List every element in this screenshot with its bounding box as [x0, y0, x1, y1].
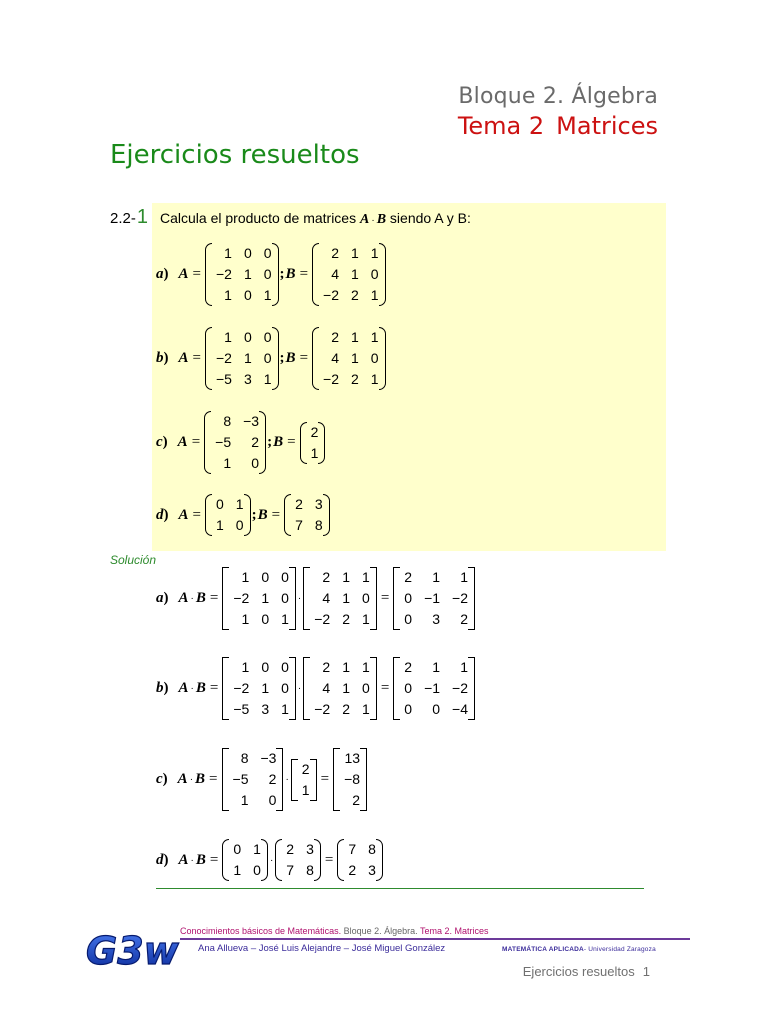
product-dot: · — [190, 593, 194, 604]
equals-sign: = — [192, 350, 201, 366]
block-title: Bloque 2. Álgebra — [458, 84, 658, 109]
matrix-a: 1 0 0 −2 1 0 −5 3 1 — [205, 327, 279, 390]
var-a: A — [177, 434, 188, 450]
footer-section: Ejercicios resueltos — [522, 964, 635, 979]
statement-var-b: B — [376, 212, 387, 227]
equals-sign: = — [209, 851, 219, 868]
equals-sign: = — [320, 771, 330, 787]
statement-text: Calcula el producto de matrices — [160, 210, 357, 226]
matrix-b: 2 3 7 8 — [284, 494, 330, 536]
matrix-a: 1 0 0 −2 1 0 −5 3 1 — [222, 657, 296, 720]
product-dot: · — [269, 854, 274, 866]
var-a: A — [178, 266, 189, 282]
product-dot: · — [285, 774, 289, 785]
solution-d — [156, 839, 383, 881]
matrix-result: 2 1 1 0 −1 −2 0 3 2 — [393, 567, 475, 630]
logo-text: G3w — [86, 929, 179, 970]
var-b: B — [285, 350, 296, 366]
topic-label: Tema 2 — [457, 112, 545, 140]
matrix-a: 0 1 1 0 — [222, 839, 268, 881]
problem-label: c) — [156, 434, 168, 450]
exercise-number-main: 1 — [136, 206, 148, 228]
var-b: B — [273, 434, 284, 450]
divider — [156, 888, 644, 889]
matrix-b: 2 1 — [300, 422, 326, 464]
solution-a — [156, 567, 475, 630]
var-b: B — [285, 266, 296, 282]
problem-b — [156, 327, 386, 390]
equals-sign: = — [209, 680, 219, 696]
footer-course-line — [180, 926, 489, 936]
solution-item-label: d) — [156, 851, 169, 868]
separator: ; — [251, 506, 257, 523]
matrix-a: 1 0 0 −2 1 0 1 0 1 — [205, 243, 279, 306]
page-number: 1 — [642, 964, 650, 979]
product-dot: · — [297, 593, 302, 604]
matrix-a: 0 1 1 0 — [205, 494, 251, 536]
statement-var-a: A — [360, 212, 370, 227]
exercise-number — [110, 206, 148, 229]
footer-institution: MATEMÁTICA APLICADA- Universidad Zaragoza — [502, 946, 656, 953]
equals-sign: = — [192, 266, 201, 282]
matrix-b: 2 1 1 4 1 0 −2 2 1 — [312, 243, 386, 306]
equals-sign: = — [209, 771, 218, 787]
matrix-a: 1 0 0 −2 1 0 1 0 1 — [222, 567, 296, 630]
matrix-b: 2 1 1 4 1 0 −2 2 1 — [303, 567, 377, 630]
solution-b — [156, 657, 475, 720]
exercise-statement — [160, 210, 471, 228]
equals-sign: = — [287, 434, 296, 450]
problem-label: a) — [156, 266, 169, 282]
statement-suffix: siendo A y B: — [389, 210, 471, 226]
solution-item-label: b) — [156, 680, 169, 696]
problem-a — [156, 243, 386, 306]
solution-item-label: a) — [156, 590, 169, 606]
var-a: A — [178, 680, 189, 696]
matrix-b: 2 1 1 4 1 0 −2 2 1 — [303, 657, 377, 720]
topic-title — [458, 112, 658, 140]
product-dot: · — [297, 683, 302, 694]
equals-sign: = — [380, 590, 390, 606]
matrix-result: 13 −8 2 — [333, 748, 367, 811]
product-dot: · — [190, 683, 194, 694]
problem-label: b) — [156, 350, 169, 366]
problem-d — [156, 494, 330, 536]
equals-sign: = — [324, 851, 334, 868]
problem-label: d) — [156, 506, 169, 523]
equals-sign: = — [191, 434, 201, 450]
exercise-number-prefix: 2.2- — [110, 210, 136, 227]
matrix-b: 2 3 7 8 — [275, 839, 321, 881]
separator: ; — [279, 266, 285, 282]
var-b: B — [257, 506, 268, 523]
matrix-b: 2 1 1 4 1 0 −2 2 1 — [312, 327, 386, 390]
var-a: A — [178, 851, 189, 868]
solution-c — [156, 748, 367, 811]
var-a: A — [178, 506, 189, 523]
equals-sign: = — [299, 350, 309, 366]
var-b: B — [195, 771, 206, 787]
matrix-result: 2 1 1 0 −1 −2 0 0 −4 — [393, 657, 475, 720]
equals-sign: = — [192, 506, 201, 523]
product-dot: · — [189, 774, 194, 785]
var-a: A — [177, 771, 188, 787]
var-b: B — [195, 590, 206, 606]
problem-c — [156, 411, 325, 474]
g3w-logo — [82, 926, 180, 970]
var-a: A — [178, 350, 189, 366]
equals-sign: = — [380, 680, 390, 696]
page-footer — [523, 964, 650, 979]
equals-sign: = — [299, 266, 309, 282]
footer-block: Bloque 2. Álgebra. — [343, 926, 418, 936]
matrix-result: 7 8 2 3 — [337, 839, 383, 881]
footer-topic: Tema 2. Matrices — [420, 926, 489, 936]
separator: ; — [279, 350, 285, 366]
section-title: Ejercicios resueltos — [110, 140, 360, 170]
solution-item-label: c) — [156, 771, 168, 787]
var-a: A — [178, 590, 189, 606]
matrix-b: 2 1 — [291, 759, 317, 801]
topic-name: Matrices — [556, 112, 658, 140]
equals-sign: = — [209, 590, 219, 606]
var-b: B — [195, 680, 206, 696]
footer-authors: Ana Allueva – José Luis Alejandre – José Miguel González — [198, 943, 446, 954]
equals-sign: = — [271, 506, 281, 523]
separator: ; — [267, 434, 273, 450]
statement-dot: · — [371, 215, 375, 226]
var-b: B — [195, 851, 206, 868]
product-dot: · — [190, 854, 194, 866]
solution-label: Solución — [110, 553, 157, 567]
footer-course: Conocimientos básicos de Matemáticas. — [180, 926, 342, 936]
matrix-a: 8 −3 −5 2 1 0 — [222, 748, 284, 811]
matrix-a: 8 −3 −5 2 1 0 — [204, 411, 266, 474]
footer-rule — [180, 938, 690, 940]
